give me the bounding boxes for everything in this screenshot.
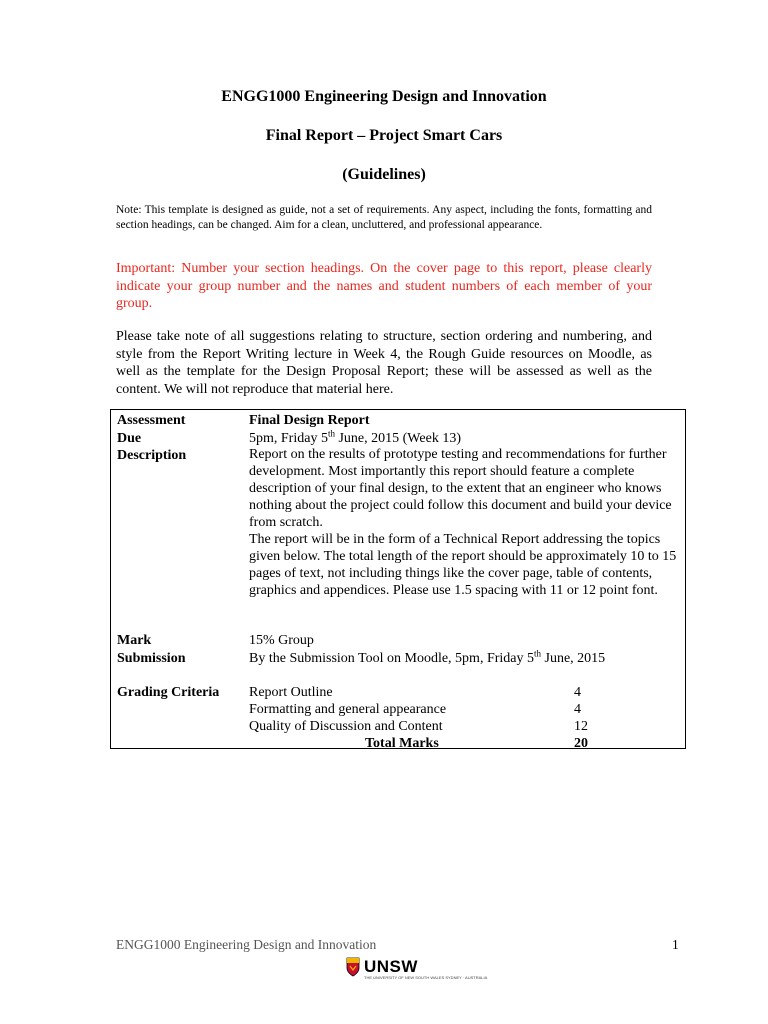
due-date-text: 5pm, Friday 5	[249, 431, 328, 446]
submission-value	[249, 650, 605, 667]
assessment-value: Final Design Report	[249, 413, 370, 428]
due-date-suffix: th	[327, 428, 335, 439]
template-note: Note: This template is designed as guide, not a set of requirements. Any aspect, including the fonts, formatting and section headings, can be changed. Aim for a clean, uncluttered, and professional appearance.	[116, 204, 652, 231]
submission-date-rest: June, 2015	[541, 651, 606, 666]
due-value	[249, 430, 461, 447]
important-notice: Important: Number your section headings. On the cover page to this report, please clearly indicate your group number and the names and student numbers of each member of your group.	[116, 261, 652, 311]
report-title: Final Report – Project Smart Cars	[265, 127, 503, 144]
assessment-label: Assessment	[117, 413, 186, 428]
description-paragraph-2: The report will be in the form of a Technical Report addressing the topics given below. The total length of the report should be approximately 10 to 15 pages of text, not including things like the cover page, table of contents, graphics and appendices. Please use 1.5 spacing with 11 or 12 point font.	[249, 532, 677, 598]
due-date-rest: June, 2015 (Week 13)	[334, 431, 461, 446]
criterion-label: Formatting and general appearance	[249, 702, 447, 717]
page-number: 1	[672, 937, 679, 952]
criterion-marks: 12	[574, 719, 588, 734]
description-paragraph-1: Report on the results of prototype testing and recommendations for further development. Most importantly this report should feature a complete description of your final design, to the extent that an engineer who knows nothing about the project could follow this document and build your device from scratch.	[249, 447, 672, 530]
unsw-logo	[346, 957, 488, 985]
criterion-label: Quality of Discussion and Content	[249, 719, 443, 734]
course-title: ENGG1000 Engineering Design and Innovation	[221, 88, 547, 105]
unsw-crest-icon	[346, 957, 360, 977]
assessment-table	[110, 409, 686, 749]
criterion-marks: 4	[574, 685, 581, 700]
description-label: Description	[117, 448, 187, 463]
structure-note: Please take note of all suggestions relating to structure, section ordering and numbering, and style from the Report Writing lecture in Week 4, the Rough Guide resources on Moodle, as well as the template for the Design Proposal Report; these will be assessed as well as the content. We will not reproduce that material here.	[116, 329, 652, 397]
description-text	[249, 446, 685, 599]
submission-label: Submission	[117, 651, 186, 666]
criterion-label: Report Outline	[249, 685, 333, 700]
total-marks-value: 20	[574, 736, 588, 751]
footer-course-title: ENGG1000 Engineering Design and Innovation	[116, 937, 377, 952]
due-label: Due	[117, 431, 142, 446]
total-marks-label: Total Marks	[365, 736, 439, 751]
logo-subtext: THE UNIVERSITY OF NEW SOUTH WALES SYDNEY · AUSTRALIA	[364, 975, 488, 980]
criterion-marks: 4	[574, 702, 581, 717]
guidelines-subtitle: (Guidelines)	[342, 166, 426, 183]
submission-text: By the Submission Tool on Moodle, 5pm, Friday 5	[249, 651, 534, 666]
mark-value: 15% Group	[249, 633, 314, 648]
mark-label: Mark	[117, 633, 152, 648]
submission-date-suffix: th	[534, 648, 542, 659]
grading-criteria-label: Grading Criteria	[117, 685, 220, 700]
logo-wordmark: UNSW	[364, 957, 418, 976]
